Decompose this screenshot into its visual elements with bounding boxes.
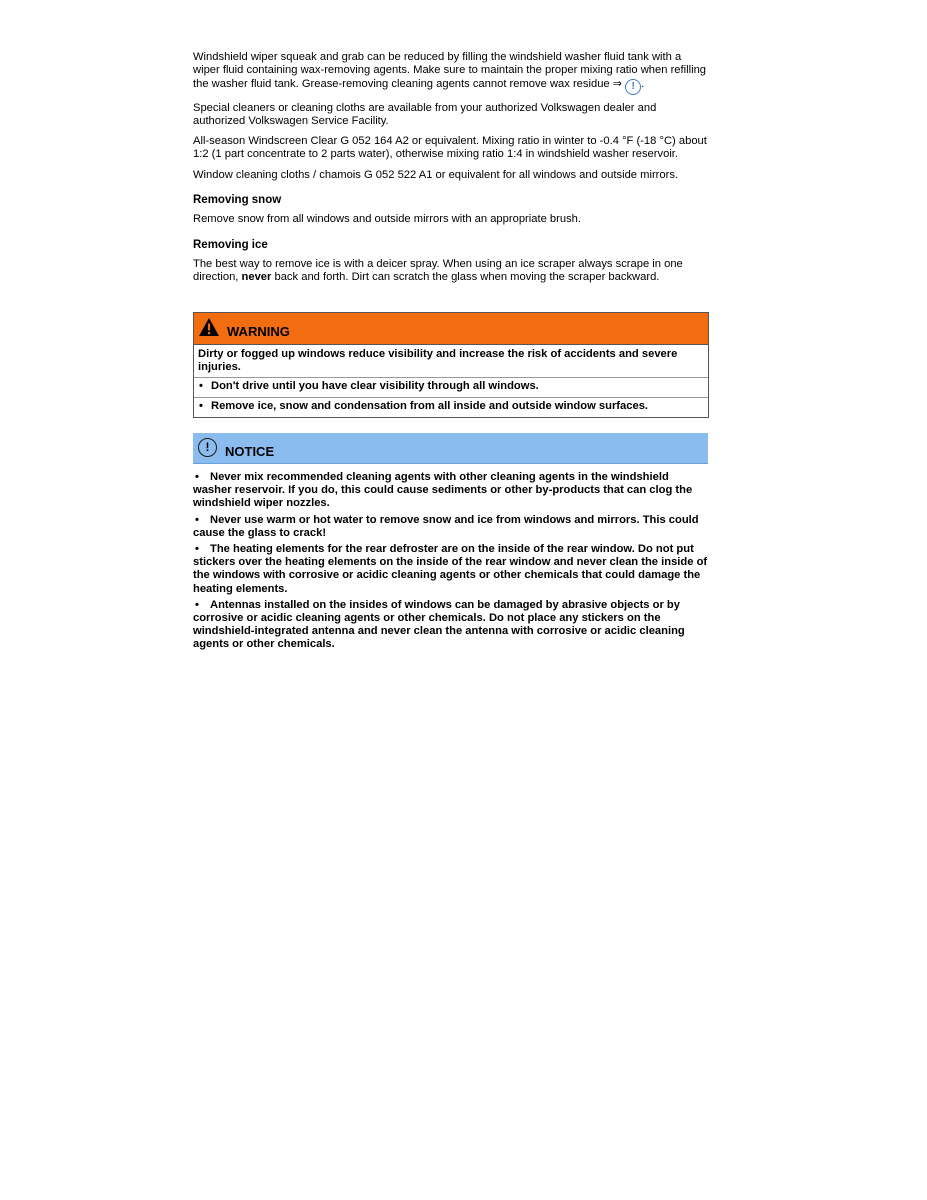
warning-item-text: Don't drive until you have clear visibility through all windows. — [211, 379, 539, 392]
warning-item-text: Remove ice, snow and condensation from all inside and outside window surfaces. — [211, 399, 649, 412]
warning-title: WARNING — [227, 324, 290, 339]
notice-title: NOTICE — [225, 444, 275, 459]
heading-removing-ice: Removing ice — [193, 238, 268, 251]
notice-item-text: The heating elements for the rear defroster are on the inside of the rear window. Do not put stickers over the heating elements on the inside of the rear window and never clean the inside of the windows with corrosive or acidic cleaning agents or other chemicals that could damage the heating elements. — [193, 543, 708, 595]
bullet: • — [199, 379, 203, 392]
bullet: • — [195, 471, 199, 483]
warning-item — [194, 397, 708, 415]
main-content — [193, 51, 709, 292]
intro-period: . — [641, 77, 645, 90]
bullet: • — [195, 543, 199, 556]
bullet: • — [195, 513, 199, 526]
ice-text-part-2: back and forth. Dirt can scratch the glass when moving the scraper backward. — [274, 271, 660, 284]
warning-lead: Dirty or fogged up windows reduce visibility and increase the risk of accidents and severe injuries. — [198, 348, 678, 374]
heading-removing-snow: Removing snow — [193, 194, 282, 207]
paragraph-removing-ice — [193, 258, 709, 285]
notice-list — [193, 471, 709, 655]
intro-paragraph-cloths: Window cleaning cloths / chamois G 052 522 A1 or equivalent for all windows and outside mirrors. — [193, 168, 679, 181]
notice-reference-icon[interactable]: ! — [625, 79, 641, 95]
notice-item-text: Never use warm or hot water to remove snow and ice from windows and mirrors. This could cause the glass to crack! — [193, 513, 699, 539]
notice-item-text: Never mix recommended cleaning agents with other cleaning agents in the windshield washer reservoir. If you do, this could cause sediments or other by-products that can clog the windshield wiper nozzles. — [193, 471, 693, 510]
notice-header — [193, 433, 708, 464]
intro-paragraph-windscreen-clear: All-season Windscreen Clear G 052 164 A2 or equivalent. Mixing ratio in winter to -0.4 °F (-18 °C) about 1:2 (1 part concentrate to 2 parts water), otherwise mixing ratio 1:4 in windshield washer reservoir. — [193, 135, 707, 161]
intro-paragraph-cleaners: Special cleaners or cleaning cloths are available from your authorized Volkswagen dealer and authorized Volkswagen Service Facility. — [193, 101, 657, 127]
notice-item — [193, 543, 709, 596]
ice-text-part-1: The best way to remove ice is with a deicer spray. When using an ice scraper always scrape in one direction, — [193, 257, 683, 284]
notice-item — [193, 599, 709, 652]
warning-item — [194, 377, 708, 395]
notice-item — [193, 471, 709, 511]
ice-text-never: never — [241, 271, 272, 284]
bullet: • — [199, 399, 203, 412]
warning-header — [194, 313, 708, 345]
paragraph-removing-snow: Remove snow from all windows and outside mirrors with an appropriate brush. — [193, 213, 582, 226]
intro-text: Windshield wiper squeak and grab can be reduced by filling the windshield washer fluid tank with a wiper fluid containing wax-removing agents. Make sure to maintain the proper mixing ratio when refilling the washer fluid tank. Grease-removing cleaning agents cannot remove wax residue ⇒ — [193, 51, 707, 90]
warning-triangle-icon — [198, 317, 220, 337]
notice-exclamation-icon: ! — [198, 438, 217, 457]
intro-paragraph-wiper — [193, 51, 709, 95]
notice-item-text: Antennas installed on the insides of windows can be damaged by abrasive objects or by corrosive or acidic cleaning agents or other chemicals. Do not place any stickers on the windshield-integrated antenna and never clean the antenna with corrosive or acidic cleaning agents or other chemicals. — [193, 598, 685, 651]
bullet: • — [195, 598, 199, 611]
warning-body — [194, 345, 708, 417]
warning-box — [193, 312, 709, 418]
notice-item — [193, 514, 709, 540]
